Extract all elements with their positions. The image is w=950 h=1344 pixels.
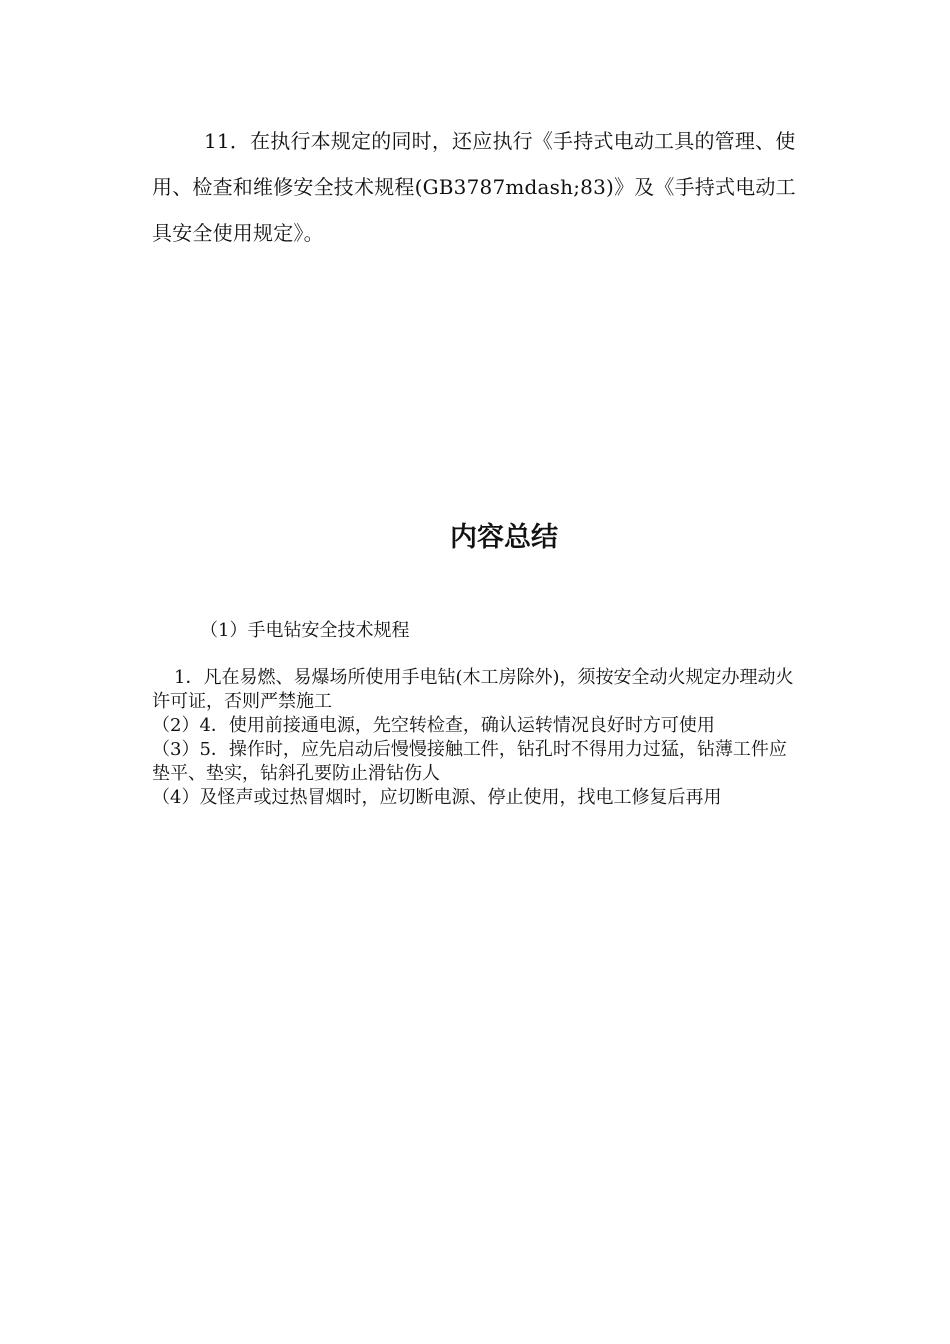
paragraph-text: 在执行本规定的同时，还应执行《手持式电动工具的管理、使用、检查和维修安全技术规程(GB3787mdash;83)》及《手持式电动工具安全使用规定》。 [152,129,796,245]
summary-item: （2）4．使用前接通电源，先空转检查，确认运转情况良好时方可使用 [152,715,715,736]
summary-item: 1．凡在易燃、易爆场所使用手电钻(木工房除外)，须按安全动火规定办理动火许可证，否则严禁施工 [152,667,794,712]
summary-item: （4）及怪声或过热冒烟时，应切断电源、停止使用，找电工修复后再用 [152,787,722,808]
paragraph-number: 11． [204,129,251,153]
summary-item: （3）5．操作时，应先启动后慢慢接触工件，钻孔时不得用力过猛，钻薄工件应垫平、垫实，钻斜孔要防止滑钻伤人 [152,739,787,784]
summary-body [152,666,802,810]
summary-title: 内容总结 [450,522,558,553]
summary-subtitle: （1）手电钻安全技术规程 [200,620,410,641]
regulation-paragraph-11 [152,118,802,256]
